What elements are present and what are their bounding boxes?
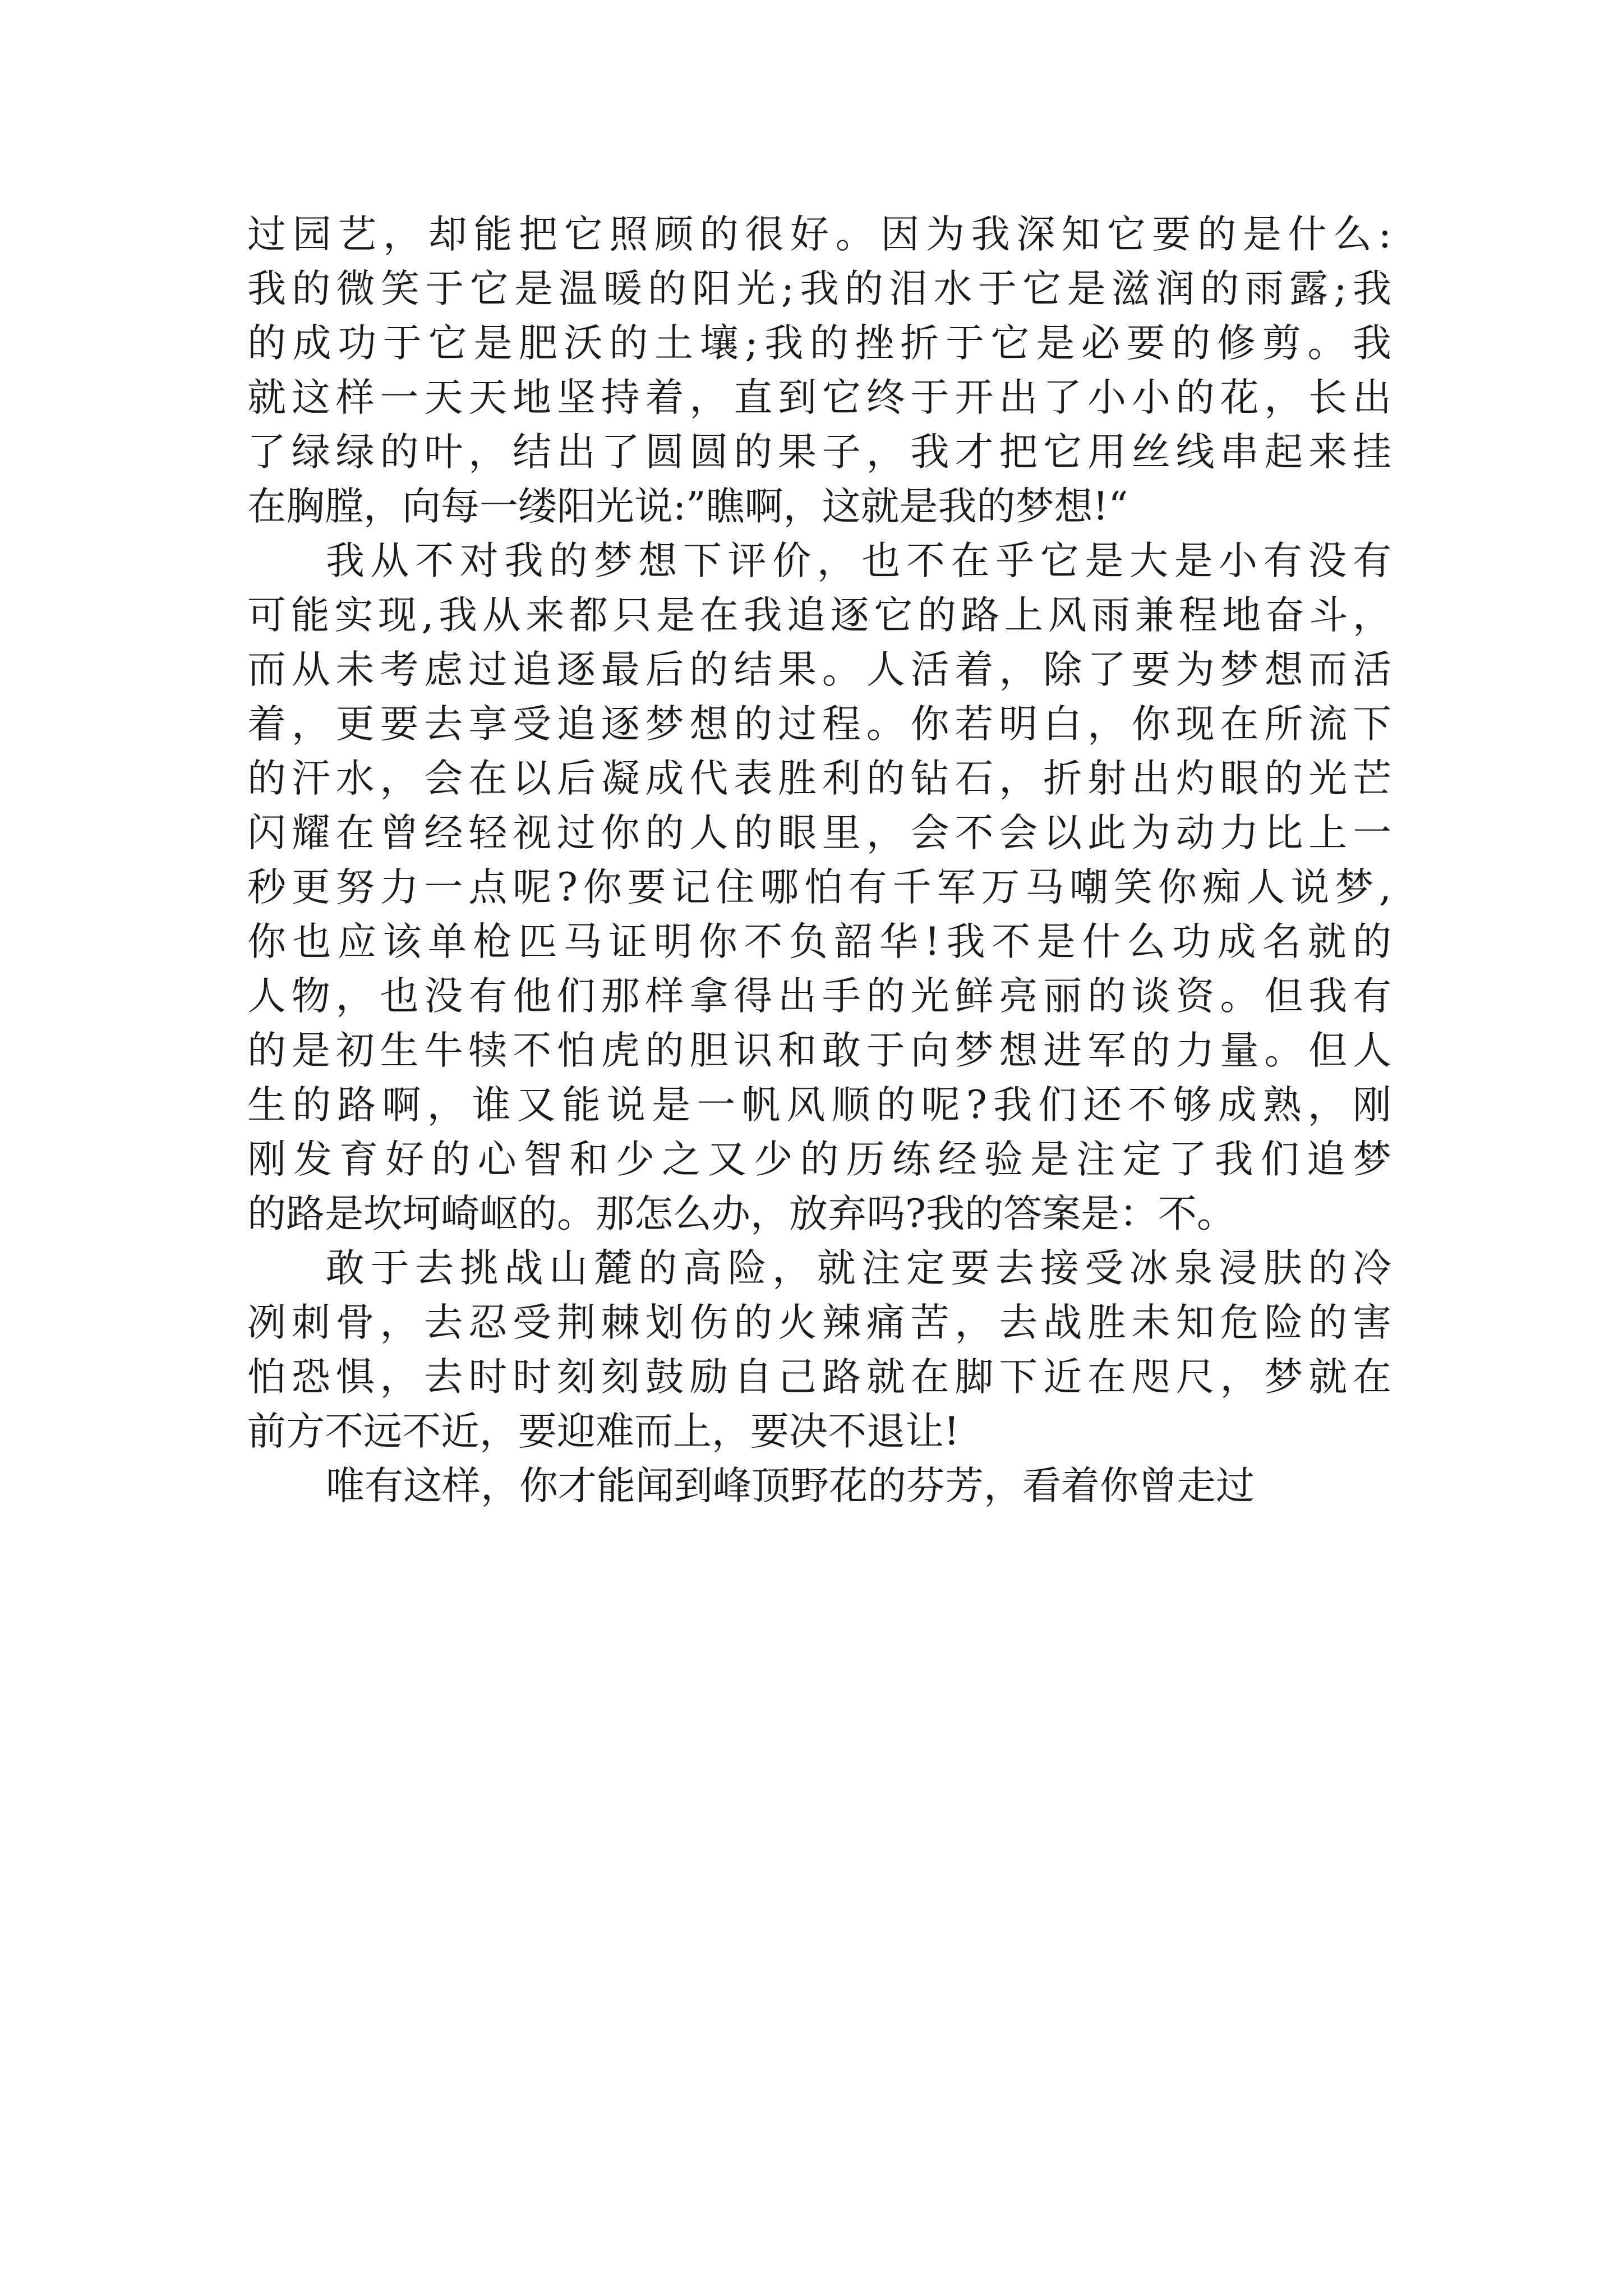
text-line: 过园艺，却能把它照顾的很好。因为我深知它要的是什么: [247,212,1391,257]
text-line: 怕恐惧，去时时刻刻鼓励自己路就在脚下近在咫尺，梦就在 [247,1355,1391,1400]
text-line: 刚发育好的心智和少之又少的历练经验是注定了我们追梦 [247,1137,1391,1182]
text-line: 的是初生牛犊不怕虎的胆识和敢于向梦想进军的力量。但人 [247,1028,1391,1073]
text-line: 可能实现,我从来都只是在我追逐它的路上风雨兼程地奋斗， [247,593,1391,638]
paragraph-first-line: 我从不对我的梦想下评价，也不在乎它是大是小有没有 [326,539,1391,583]
text-line: 而从未考虑过追逐最后的结果。人活着，除了要为梦想而活 [247,647,1391,692]
text-line: 闪耀在曾经轻视过你的人的眼里，会不会以此为动力比上一 [247,811,1391,855]
paragraph-first-line: 唯有这样，你才能闻到峰顶野花的芬芳，看着你曾走过 [326,1464,1255,1508]
text-line: 前方不远不近，要迎难而上，要决不退让! [247,1409,960,1454]
text-line: 的路是坎坷崎岖的。那怎么办，放弃吗?我的答案是：不。 [247,1191,1235,1236]
text-line: 着，更要去享受追逐梦想的过程。你若明白，你现在所流下 [247,702,1391,747]
text-line: 生的路啊，谁又能说是一帆风顺的呢?我们还不够成熟，刚 [247,1083,1391,1128]
text-line: 就这样一天天地坚持着，直到它终于开出了小小的花，长出 [247,375,1391,420]
text-line: 的汗水，会在以后凝成代表胜利的钻石，折射出灼眼的光芒 [247,756,1391,801]
text-line: 你也应该单枪匹马证明你不负韶华!我不是什么功成名就的 [247,919,1391,964]
text-line: 我的微笑于它是温暖的阳光;我的泪水于它是滋润的雨露;我 [247,266,1391,311]
text-line: 冽刺骨，去忍受荆棘划伤的火辣痛苦，去战胜未知危险的害 [247,1300,1391,1345]
text-line: 人物，也没有他们那样拿得出手的光鲜亮丽的谈资。但我有 [247,974,1391,1019]
text-line: 秒更努力一点呢?你要记住哪怕有千军万马嘲笑你痴人说梦, [247,865,1391,910]
text-line: 在胸膛，向每一缕阳光说:”瞧啊，这就是我的梦想!“ [247,484,1128,529]
document-body [247,208,1391,1513]
text-line: 了绿绿的叶，结出了圆圆的果子，我才把它用丝线串起来挂 [247,430,1391,475]
text-line: 的成功于它是肥沃的土壤;我的挫折于它是必要的修剪。我 [247,321,1391,366]
paragraph-first-line: 敢于去挑战山麓的高险，就注定要去接受冰泉浸肤的冷 [326,1246,1391,1291]
